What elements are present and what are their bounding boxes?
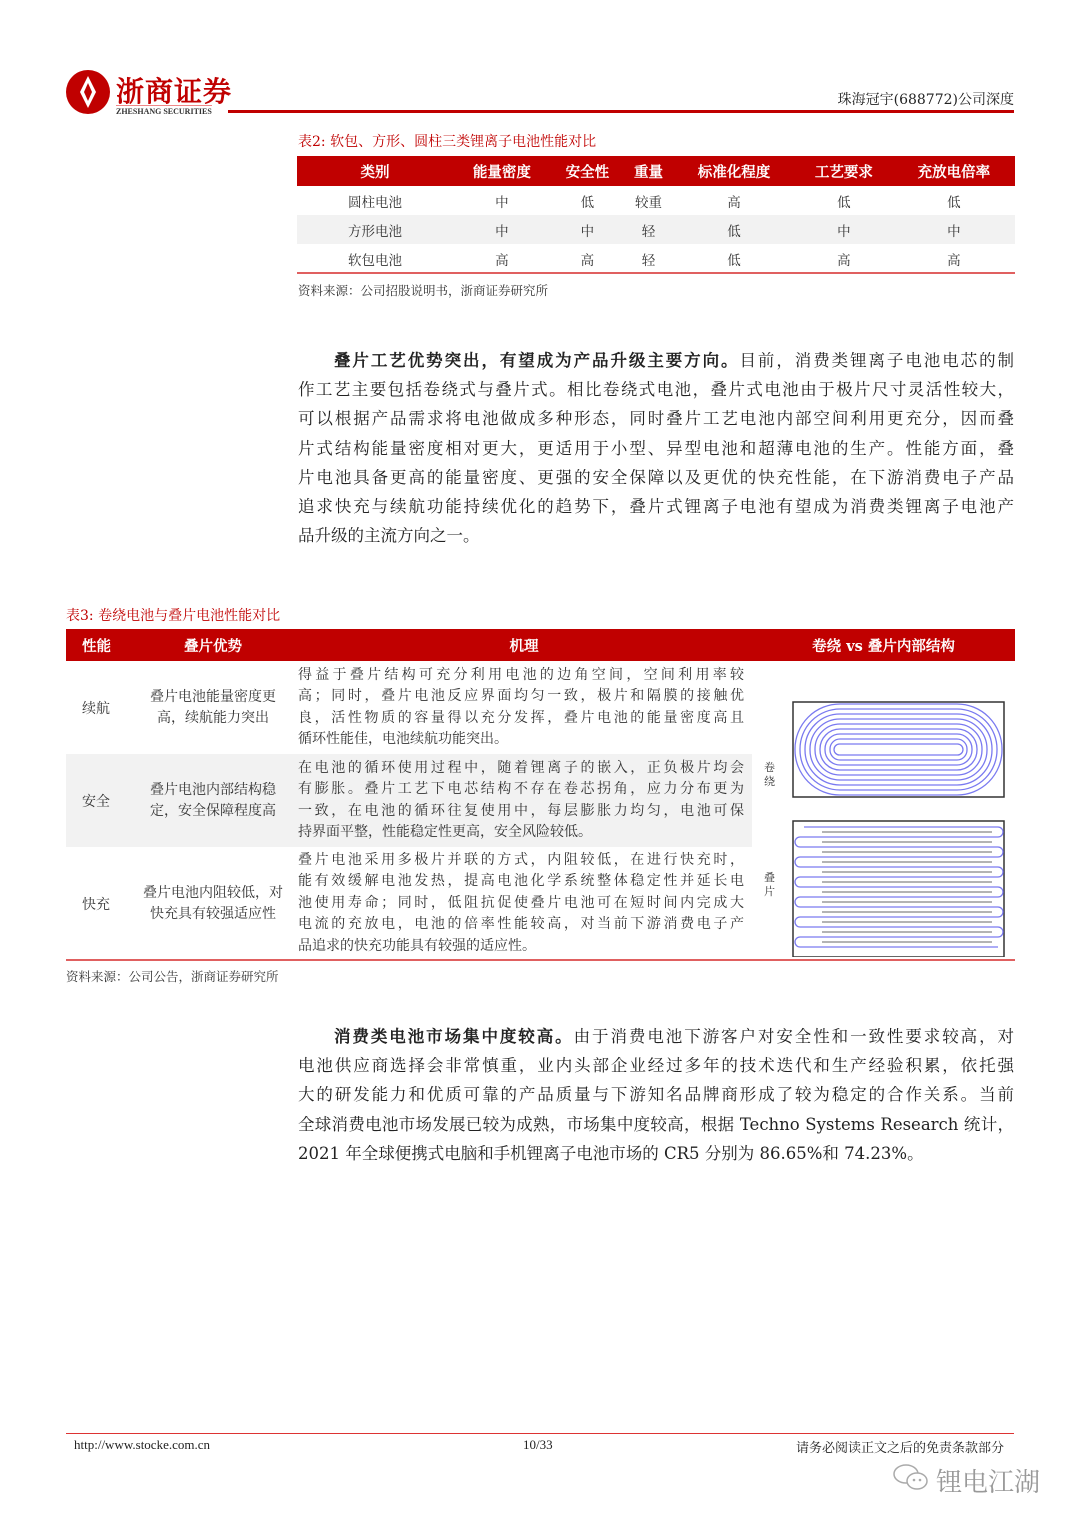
text-line: 快充具有较强适应性 xyxy=(150,905,276,922)
mechanism-cell xyxy=(296,754,752,847)
cell: 圆柱电池 xyxy=(348,194,402,211)
table2-caption: 表2: 软包、方形、圆柱三类锂离子电池性能对比 xyxy=(298,134,597,150)
advantage-cell xyxy=(130,661,296,754)
text-line: 循环性能佳，电池续航功能突出。 xyxy=(298,731,508,747)
text-line: 持界面平整，性能稳定性更高，安全风险较低。 xyxy=(298,824,592,840)
text-line: 得益于叠片结构可充分利用电池的边角空间，空间利用率较 xyxy=(298,666,744,683)
footer-divider xyxy=(66,1433,1014,1434)
cell: 轻 xyxy=(641,252,656,269)
cell: 高 xyxy=(495,252,509,269)
mechanism-cell xyxy=(296,661,752,754)
paragraph-market-concentration xyxy=(298,1022,1014,1168)
cell: 低 xyxy=(673,215,795,244)
advantage-cell xyxy=(130,754,296,847)
table2-col: 能量密度 xyxy=(453,156,551,186)
text-line: 能有效缓解电池发热，提高电池化学系统整体稳定性并延长电 xyxy=(298,873,744,890)
text-line: 叠片电池能量密度更 xyxy=(150,688,276,705)
winding-stacking-diagram xyxy=(792,701,1006,957)
stacking-label: 叠片 xyxy=(764,871,775,898)
cell: 高 xyxy=(947,252,961,269)
table3-caption: 表3: 卷绕电池与叠片电池性能对比 xyxy=(66,608,281,624)
footer-disclaimer: 请务必阅读正文之后的免责条款部分 xyxy=(795,1441,1004,1456)
text-line: 由于消费电池下游客户对安全性和一致性要求较高，对 xyxy=(573,1027,1015,1046)
winding-label: 卷绕 xyxy=(764,761,775,788)
report-title: 珠海冠宇(688772)公司深度 xyxy=(837,92,1014,108)
table3-col: 性能 xyxy=(66,629,130,661)
cell: 轻 xyxy=(624,215,673,244)
table2-col: 安全性 xyxy=(551,156,624,186)
text-line: 2021 年全球便携式电脑和手机锂离子电池市场的 CR5 分别为 86.65%和 74.23%。 xyxy=(298,1143,924,1163)
text-line: 全球消费电池市场发展已较为成熟，市场集中度较高，根据 Techno Systems Research 统计， xyxy=(298,1114,1014,1134)
text-line: 电池供应商选择会非常慎重，业内头部企业经过多年的技术迭代和生产经验积累，依托强 xyxy=(298,1056,1014,1076)
cell: 低 xyxy=(837,194,851,211)
table3-bottom-rule xyxy=(66,959,1015,961)
text-line: 一致，在电池的循环往复使用中，每层膨胀力均匀，电池可保 xyxy=(298,802,744,819)
logo-mark xyxy=(66,70,110,114)
table-row xyxy=(297,244,1015,273)
cell: 高 xyxy=(727,194,741,211)
text-line: 叠片电池内部结构稳 xyxy=(150,781,276,798)
text-line: 有膨胀。叠片工艺下电芯结构不存在卷芯拐角，应力分布更为 xyxy=(298,781,744,797)
table-row xyxy=(297,215,1015,244)
cell: 中 xyxy=(453,215,551,244)
table2-header xyxy=(297,156,1015,186)
text-line: 叠片电池采用多极片并联的方式，内阻较低，在进行快充时， xyxy=(298,851,744,868)
page-number: 10/33 xyxy=(523,1437,553,1452)
table2-col: 标准化程度 xyxy=(673,156,795,186)
paragraph-stacking-advantage xyxy=(298,346,1014,550)
cell: 高 xyxy=(580,252,595,269)
table3-col: 卷绕 vs 叠片内部结构 xyxy=(752,629,1015,661)
text-line: 作工艺主要包括卷绕式与叠片式。相比卷绕式电池，叠片式电池由于极片尺寸灵活性较大， xyxy=(298,380,1014,400)
mechanism-cell xyxy=(296,847,752,960)
text-line: 高，续航能力突出 xyxy=(157,709,269,726)
table3-col: 机理 xyxy=(296,629,752,661)
paragraph-lead: 消费类电池市场集中度较高。 xyxy=(334,1027,574,1046)
cell: 中 xyxy=(495,194,509,211)
text-line: 片电池具备更高的能量密度、更强的安全保障以及更优的快充性能，在下游消费电子产品 xyxy=(298,467,1014,487)
cell: 低 xyxy=(947,194,961,211)
table-row xyxy=(297,186,1015,215)
header-divider xyxy=(228,110,1014,113)
text-line: 大的研发能力和优质可靠的产品质量与下游知名品牌商形成了较为稳定的合作关系。当前 xyxy=(298,1085,1014,1105)
text-line: 电流的充放电，电池的倍率性能较高，对当前下游消费电子产 xyxy=(298,916,744,933)
advantage-cell xyxy=(130,847,296,960)
text-line: 定，安全保障程度高 xyxy=(150,802,276,819)
table2-col: 充放电倍率 xyxy=(893,156,1015,186)
cell: 低 xyxy=(580,194,595,211)
structure-diagram-cell xyxy=(752,661,1015,960)
cell: 中 xyxy=(551,215,624,244)
cell: 中 xyxy=(893,215,1015,244)
cell: 低 xyxy=(727,252,741,269)
winding-structure xyxy=(793,702,1004,797)
cell: 高 xyxy=(837,252,851,269)
logo-subtitle: ZHESHANG SECURITIES xyxy=(116,107,212,116)
table3-source: 资料来源：公司公告，浙商证券研究所 xyxy=(66,969,279,984)
cell: 软包电池 xyxy=(348,252,402,269)
text-line: 高；同时，叠片电池反应界面均匀一致，极片和隔膜的接触优 xyxy=(298,688,744,704)
perf-cell: 安全 xyxy=(66,754,130,847)
wechat-icon xyxy=(892,1462,930,1492)
cell: 方形电池 xyxy=(297,215,453,244)
text-line: 在电池的循环使用过程中，随着锂离子的嵌入，正负极片均会 xyxy=(298,759,744,776)
text-line: 片式结构能量密度相对更大，更适用于小型、异型电池和超薄电池的生产。性能方面，叠 xyxy=(298,438,1014,458)
table2-col: 重量 xyxy=(624,156,673,186)
footer-url[interactable]: http://www.stocke.com.cn xyxy=(74,1437,210,1452)
table2-source: 资料来源：公司招股说明书，浙商证券研究所 xyxy=(298,283,549,298)
table3-col: 叠片优势 xyxy=(130,629,296,661)
text-line: 品追求的快充功能具有较强的适应性。 xyxy=(298,937,536,954)
text-line: 追求快充与续航功能持续优化的趋势下，叠片式锂离子电池有望成为消费类锂离子电池产 xyxy=(298,497,1014,517)
text-line: 品升级的主流方向之一。 xyxy=(298,526,480,546)
text-line: 良，活性物质的容量得以充分发挥，叠片电池的能量密度高且 xyxy=(298,709,744,726)
stacking-structure xyxy=(793,821,1004,957)
table2 xyxy=(297,156,1015,273)
cell: 中 xyxy=(795,215,893,244)
table-row xyxy=(66,661,1015,754)
text-line: 目前，消费类锂离子电池电芯的制 xyxy=(739,351,1015,370)
paragraph-lead: 叠片工艺优势突出，有望成为产品升级主要方向。 xyxy=(334,351,740,370)
table3 xyxy=(66,629,1015,960)
table2-bottom-rule xyxy=(297,272,1015,274)
table3-header xyxy=(66,629,1015,661)
text-line: 叠片电池内阻较低，对 xyxy=(143,884,283,901)
watermark-text: 锂电江湖 xyxy=(936,1468,1041,1498)
logo-text: 浙商证券 xyxy=(116,75,233,108)
table2-col: 类别 xyxy=(297,156,453,186)
text-line: 可以根据产品需求将电池做成多种形态，同时叠片工艺电池内部空间利用更充分，因而叠 xyxy=(298,409,1014,429)
perf-cell: 续航 xyxy=(82,700,110,717)
text-line: 池使用寿命；同时，低阻抗促使叠片电池可在短时间内完成大 xyxy=(298,894,744,911)
cell: 较重 xyxy=(634,194,662,211)
table2-col: 工艺要求 xyxy=(795,156,893,186)
perf-cell: 快充 xyxy=(82,896,110,913)
